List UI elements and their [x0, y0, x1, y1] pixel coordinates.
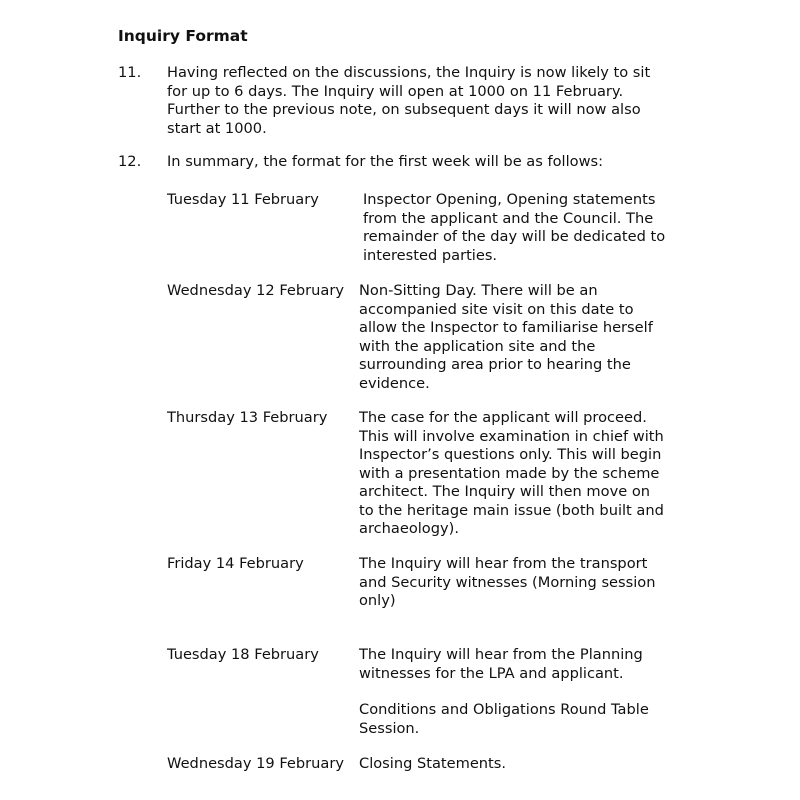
- paragraph-line: start at 1000.: [167, 119, 267, 137]
- description-line: archaeology).: [359, 520, 459, 537]
- schedule-date: Friday 14 February: [167, 555, 304, 572]
- description-line: architect. The Inquiry will then move on: [359, 483, 651, 500]
- description-line: with the application site and the: [359, 337, 596, 355]
- schedule-date: Wednesday 19 February: [167, 755, 345, 772]
- paragraph-line: Further to the previous note, on subsequent days it will now also: [167, 101, 641, 118]
- paragraph-text: [167, 153, 707, 172]
- paragraph-gap: [359, 683, 699, 701]
- paragraph-line: Having reflected on the discussions, the Inquiry is now likely to sit: [167, 64, 651, 81]
- description-line: The Inquiry will hear from the Planning: [359, 646, 643, 663]
- schedule-description: [359, 409, 699, 539]
- description-line: only): [359, 592, 396, 609]
- section-heading: Inquiry Format: [118, 27, 248, 45]
- description-line: allow the Inspector to familiarise herself: [359, 319, 653, 336]
- schedule-description: [359, 755, 699, 774]
- description-line: Session.: [359, 719, 420, 737]
- description-line: Conditions and Obligations Round Table: [359, 701, 649, 718]
- paragraph-number: 11.: [118, 64, 142, 81]
- schedule-description: [359, 646, 699, 738]
- description-line: This will involve examination in chief with: [359, 427, 664, 445]
- description-line: from the applicant and the Council. The: [363, 209, 654, 227]
- schedule-date: Thursday 13 February: [167, 409, 328, 426]
- schedule-date: Tuesday 11 February: [167, 191, 319, 208]
- description-line: Closing Statements.: [359, 755, 507, 772]
- paragraph-text: [167, 64, 707, 138]
- description-line: Inspector Opening, Opening statements: [363, 191, 656, 208]
- description-line: to the heritage main issue (both built and: [359, 501, 664, 519]
- description-line: witnesses for the LPA and applicant.: [359, 664, 624, 682]
- description-line: surrounding area prior to hearing the: [359, 356, 631, 373]
- paragraph-line: In summary, the format for the first week will be as follows:: [167, 153, 604, 170]
- description-line: The Inquiry will hear from the transport: [359, 555, 648, 572]
- description-line: remainder of the day will be dedicated to: [363, 228, 666, 245]
- schedule-description: [359, 555, 699, 611]
- description-line: The case for the applicant will proceed.: [359, 409, 647, 426]
- description-line: and Security witnesses (Morning session: [359, 573, 656, 591]
- description-line: accompanied site visit on this date to: [359, 300, 634, 318]
- schedule-description: [363, 191, 703, 265]
- description-line: evidence.: [359, 374, 430, 392]
- description-line: with a presentation made by the scheme: [359, 464, 660, 482]
- schedule-date: Tuesday 18 February: [167, 646, 319, 663]
- paragraph-line: for up to 6 days. The Inquiry will open at 1000 on 11 February.: [167, 82, 624, 100]
- description-line: interested parties.: [363, 246, 498, 264]
- schedule-date: Wednesday 12 February: [167, 282, 345, 299]
- schedule-description: [359, 282, 699, 393]
- description-line: Inspector’s questions only. This will begin: [359, 446, 662, 463]
- description-line: Non-Sitting Day. There will be an: [359, 282, 598, 299]
- paragraph-number: 12.: [118, 153, 142, 170]
